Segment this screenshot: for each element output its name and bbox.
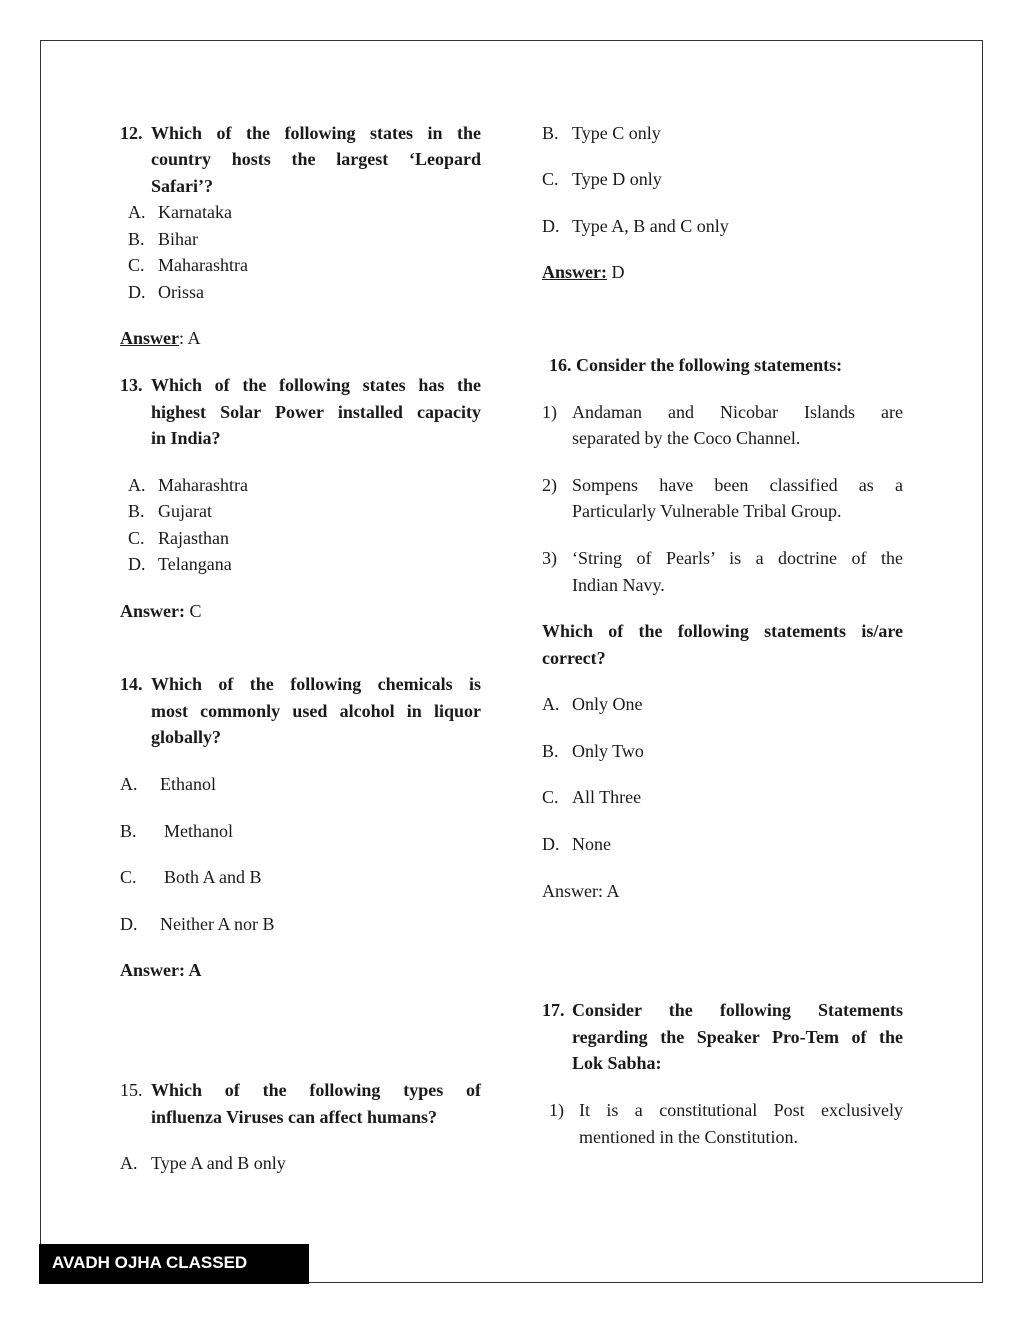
question-15-option-a-letter: A. <box>120 1153 138 1173</box>
answer-value: : A <box>179 328 201 348</box>
question-14-option-c-letter: C. <box>120 867 137 887</box>
question-13-option-a-letter: A. <box>128 475 146 495</box>
question-14-line2: most commonly used alcohol in liquor <box>151 701 481 721</box>
question-14-option-d: Neither A nor B <box>160 914 275 934</box>
question-15-line2: influenza Viruses can affect humans? <box>151 1107 438 1127</box>
question-16-statement-2-number: 2) <box>542 475 557 495</box>
question-15-option-b: Type C only <box>572 123 661 143</box>
footer-brand-banner: AVADH OJHA CLASSED <box>39 1244 309 1284</box>
question-16-statement-3-line2: Indian Navy. <box>572 575 665 595</box>
question-14-option-d-letter: D. <box>120 914 138 934</box>
question-14-line3: globally? <box>151 727 222 747</box>
question-12-line1: Which of the following states in the <box>151 123 481 143</box>
question-16-statement-2-line2: Particularly Vulnerable Tribal Group. <box>572 501 842 521</box>
answer-label: Answer <box>120 328 179 348</box>
question-16-statement-1-number: 1) <box>542 402 557 422</box>
question-17-line2: regarding the Speaker Pro-Tem of the <box>572 1027 903 1047</box>
question-12-option-c: Maharashtra <box>158 255 248 275</box>
question-14-option-a-letter: A. <box>120 774 138 794</box>
question-16-option-c-letter: C. <box>542 787 559 807</box>
question-16-option-a: Only One <box>572 694 643 714</box>
question-13-line2: highest Solar Power installed capacity <box>151 402 481 422</box>
question-14-option-a: Ethanol <box>160 774 216 794</box>
question-15-line1: Which of the following types of <box>151 1080 481 1100</box>
question-16-option-b: Only Two <box>572 741 644 761</box>
question-16-option-c: All Three <box>572 787 642 807</box>
question-16-option-d: None <box>572 834 611 854</box>
question-13-option-d: Telangana <box>158 554 232 574</box>
question-16-prompt-line1: Which of the following statements is/are <box>542 621 903 641</box>
question-16-option-d-letter: D. <box>542 834 560 854</box>
question-12-option-d-letter: D. <box>128 282 146 302</box>
question-15-number: 15. <box>120 1080 143 1100</box>
question-12-option-c-letter: C. <box>128 255 145 275</box>
question-14-option-b-letter: B. <box>120 821 137 841</box>
question-15-answer <box>542 259 625 286</box>
question-12-option-a: Karnataka <box>158 202 232 222</box>
question-12-option-b: Bihar <box>158 229 198 249</box>
question-16-option-b-letter: B. <box>542 741 559 761</box>
answer-label: Answer: <box>542 262 607 282</box>
question-12-line3: Safari’? <box>151 176 213 196</box>
question-16-answer: Answer: A <box>542 881 620 901</box>
answer-label: Answer: <box>120 601 185 621</box>
question-13-option-c: Rajasthan <box>158 528 229 548</box>
question-14-option-b: Methanol <box>164 821 233 841</box>
question-13-option-b: Gujarat <box>158 501 212 521</box>
question-13-option-b-letter: B. <box>128 501 145 521</box>
question-13-answer <box>120 598 202 625</box>
question-16-option-a-letter: A. <box>542 694 560 714</box>
question-13-number: 13. <box>120 375 143 395</box>
question-17-line3: Lok Sabha: <box>572 1053 662 1073</box>
question-15-option-a: Type A and B only <box>151 1153 286 1173</box>
question-12-line2: country hosts the largest ‘Leopard <box>151 149 481 169</box>
question-13-line3: in India? <box>151 428 221 448</box>
question-15-option-b-letter: B. <box>542 123 559 143</box>
question-13-option-d-letter: D. <box>128 554 146 574</box>
answer-value: C <box>189 601 202 621</box>
question-13-option-c-letter: C. <box>128 528 145 548</box>
question-14-answer: Answer: A <box>120 960 202 980</box>
question-12-option-b-letter: B. <box>128 229 145 249</box>
question-17-statement-1-line2: mentioned in the Constitution. <box>579 1127 798 1147</box>
question-16-prompt-line2: correct? <box>542 648 606 668</box>
question-16-statement-1-line2: separated by the Coco Channel. <box>572 428 801 448</box>
question-15-option-d: Type A, B and C only <box>572 216 729 236</box>
question-12-answer <box>120 325 201 352</box>
question-16-statement-2-line1: Sompens have been classified as a <box>572 475 903 495</box>
question-16-statement-3-line1: ‘String of Pearls’ is a doctrine of the <box>572 548 903 568</box>
question-13-option-a: Maharashtra <box>158 475 248 495</box>
question-16-title: 16. Consider the following statements: <box>549 355 843 375</box>
question-15-option-c-letter: C. <box>542 169 559 189</box>
question-16-statement-3-number: 3) <box>542 548 557 568</box>
question-14-option-c: Both A and B <box>164 867 262 887</box>
question-15-option-c: Type D only <box>572 169 662 189</box>
question-17-line1: Consider the following Statements <box>572 1000 903 1020</box>
question-16-statement-1-line1: Andaman and Nicobar Islands are <box>572 402 903 422</box>
question-17-statement-1-line1: It is a constitutional Post exclusively <box>579 1100 903 1120</box>
question-12-option-d: Orissa <box>158 282 204 302</box>
question-17-number: 17. <box>542 1000 565 1020</box>
question-17-statement-1-number: 1) <box>549 1100 564 1120</box>
question-15-option-d-letter: D. <box>542 216 560 236</box>
question-12-number: 12. <box>120 123 143 143</box>
question-14-number: 14. <box>120 674 143 694</box>
question-12-option-a-letter: A. <box>128 202 146 222</box>
answer-value: D <box>611 262 625 282</box>
question-14-line1: Which of the following chemicals is <box>151 674 481 694</box>
question-13-line1: Which of the following states has the <box>151 375 481 395</box>
